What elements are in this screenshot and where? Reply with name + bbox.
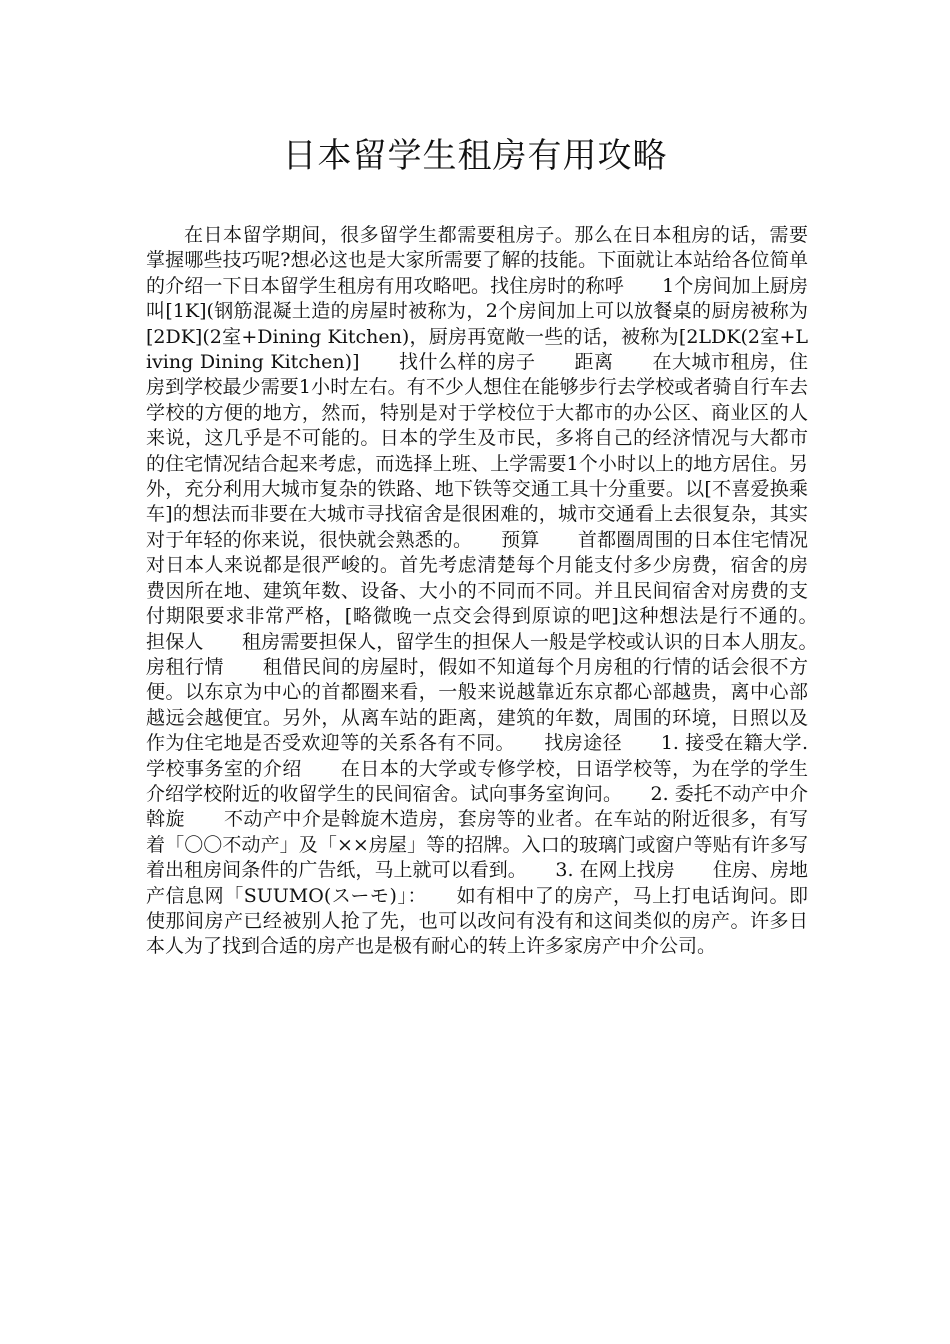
document-body-paragraph: 在日本留学期间，很多留学生都需要租房子。那么在日本租房的话，需要掌握哪些技巧呢?想必这也是大家所需要了解的技能。下面就让本站给各位简单的介绍一下日本留学生租房有用攻略吧。找住房时的称呼 1个房间加上厨房叫[1K](钢筋混凝土造的房屋时被称为，2个房间加上可以放餐桌的厨房被称为[2DK](2室+Dining Kitchen)，厨房再宽敞一些的话，被称为[2LDK(2室+Living Dining Kitchen)] 找什么样的房子 距离 在大城市租房，住房到学校最少需要1小时左右。有不少人想住在能够步行去学校或者骑自行车去学校的方便的地方，然而，特别是对于学校位于大都市的办公区、商业区的人来说，这几乎是不可能的。日本的学生及市民，多将自己的经济情况与大都市的住宅情况结合起来考虑，而选择上班、上学需要1个小时以上的地方居住。另外，充分利用大城市复杂的铁路、地下铁等交通工具十分重要。以[不喜爱换乘车]的想法而非要在大城市寻找宿舍是很困难的，城市交通看上去很复杂，其实对于年轻的你来说，很快就会熟悉的。 预算 首都圈周围的日本住宅情况对日本人来说都是很严峻的。首先考虑清楚每个月能支付多少房费，宿舍的房费因所在地、建筑年数、设备、大小的不同而不同。并且民间宿舍对房费的支付期限要求非常严格，[略微晚一点交会得到原谅的吧]这种想法是行不通的。 担保人 租房需要担保人，留学生的担保人一般是学校或认识的日本人朋友。 房租行情 租借民间的房屋时，假如不知道每个月房租的行情的话会很不方便。以东京为中心的首都圈来看，一般来说越靠近东京都心部越贵，离中心部越远会越便宜。另外，从离车站的距离，建筑的年数，周围的环境，日照以及作为住宅地是否受欢迎等的关系各有不同。 找房途径 1. 接受在籍大学.学校事务室的介绍 在日本的大学或专修学校，日语学校等，为在学的学生介绍学校附近的收留学生的民间宿舍。试向事务室询问。 2. 委托不动产中介斡旋 不动产中介是斡旋木造房，套房等的业者。在车站的附近很多，有写着「〇〇不动产」及「××房屋」等的招牌。入口的玻璃门或窗户等贴有许多写着出租房间条件的广告纸，马上就可以看到。 3. 在网上找房 住房、房地产信息网「SUUMO(スーモ)」： 如有相中了的房产，马上打电话询问。即使那间房产已经被别人抢了先，也可以改问有没有和这间类似的房产。许多日本人为了找到合适的房产也是极有耐心的转上许多家房产中介公司。	[146, 224, 847, 958]
document-title: 日本留学生租房有用攻略	[282, 136, 668, 176]
